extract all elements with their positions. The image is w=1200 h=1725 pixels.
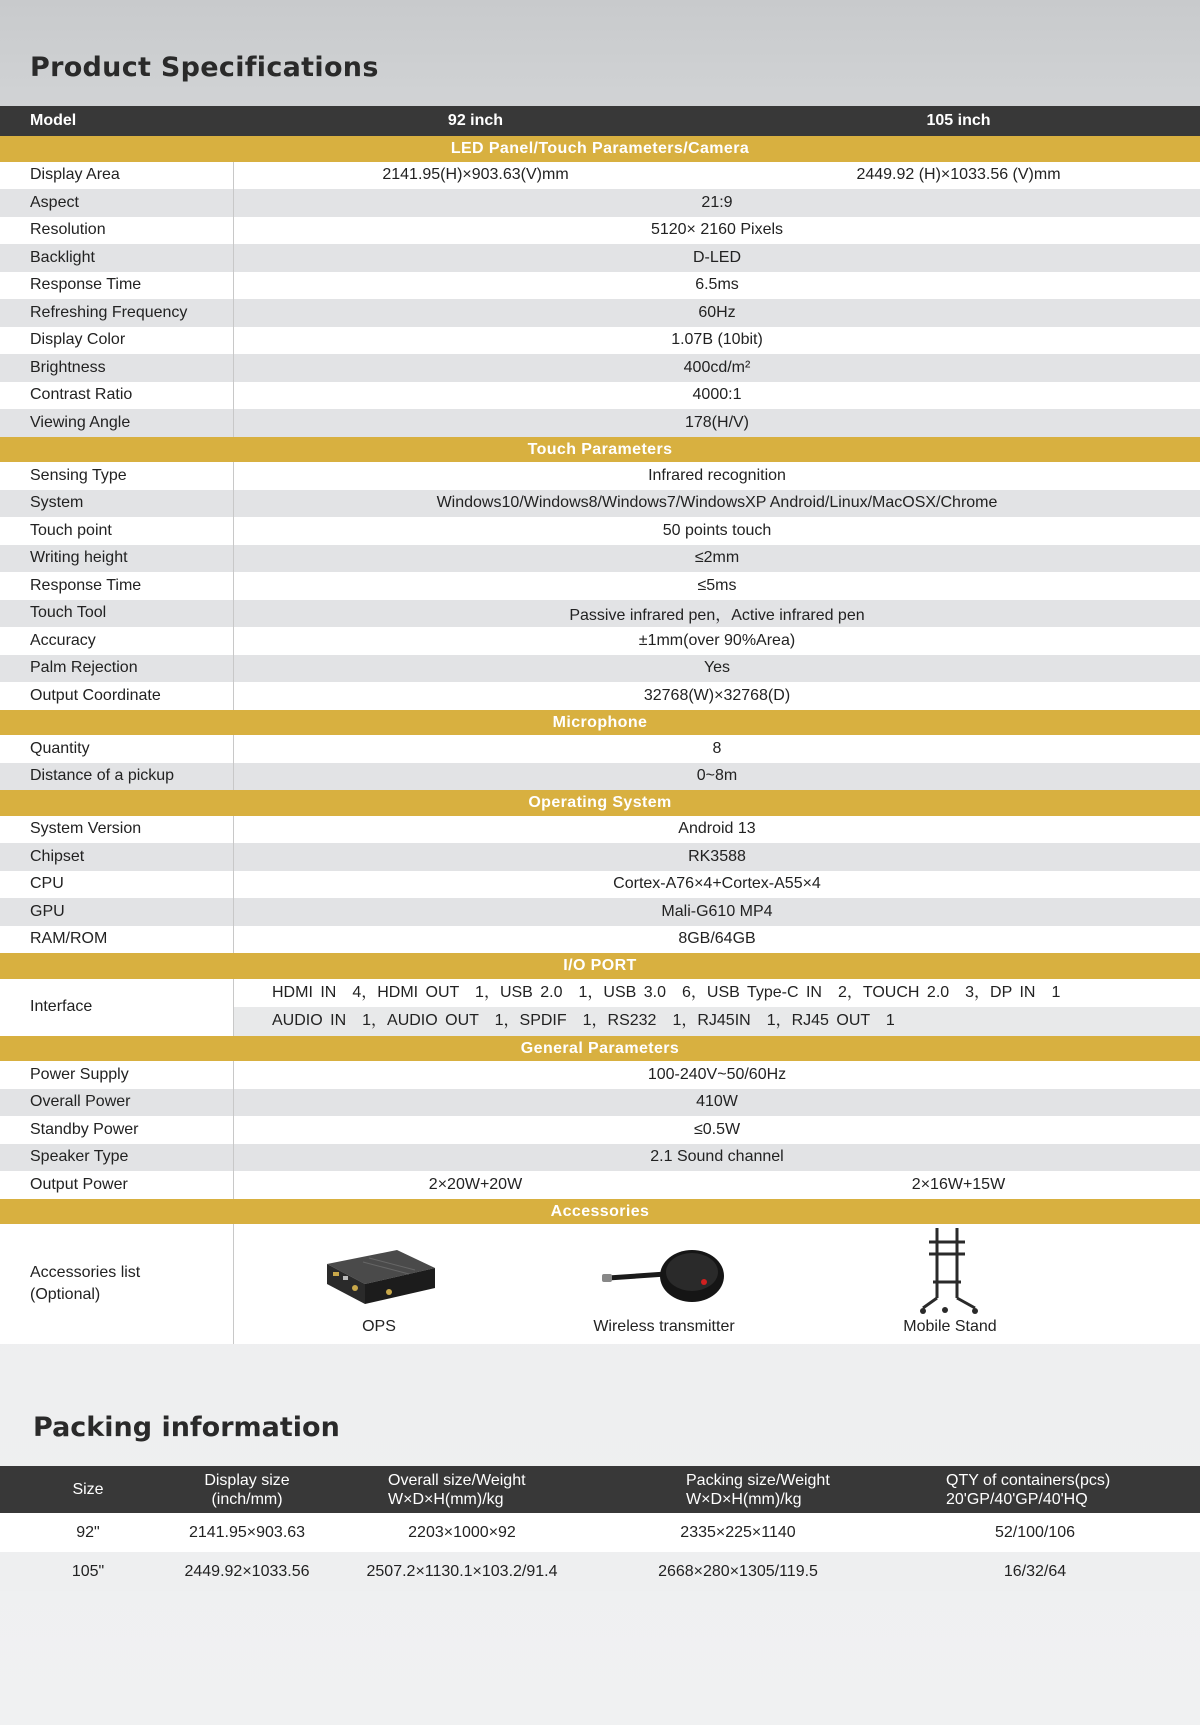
row-label: Display Area [0, 162, 234, 190]
size-header [0, 1466, 176, 1513]
table-row [0, 1089, 1200, 1117]
table-row [0, 600, 1200, 628]
table-row [0, 682, 1200, 710]
interface-values [234, 979, 1200, 1036]
table-row [0, 1144, 1200, 1172]
row-value: 100-240V~50/60Hz [647, 1065, 787, 1083]
accessory-name: Wireless transmitter [593, 1318, 735, 1335]
row-label: Viewing Angle [0, 409, 234, 437]
cell-display-size: 2141.95×903.63 [188, 1523, 306, 1541]
row-label: Response Time [0, 572, 234, 600]
row-value: 400cd/m² [683, 358, 751, 376]
section-microphone-header: Microphone [0, 710, 1200, 736]
accessories-row [0, 1224, 1200, 1344]
display-size-header-line1: Display size [204, 1471, 290, 1489]
row-label: Standby Power [0, 1116, 234, 1144]
section-general-header: General Parameters [0, 1036, 1200, 1062]
row-label: Accuracy [0, 627, 234, 655]
row-value: Passive infrared pen，Active infrared pen [569, 606, 865, 624]
row-value: ≤0.5W [693, 1120, 741, 1138]
row-label: Brightness [0, 354, 234, 382]
accessories-items [234, 1224, 1200, 1344]
row-label: Contrast Ratio [0, 382, 234, 410]
row-value: Windows10/Windows8/Windows7/WindowsXP Android/Linux/MacOSX/Chrome [436, 494, 998, 512]
row-value: Infrared recognition [648, 466, 786, 484]
table-row [0, 627, 1200, 655]
row-value-105: 2×16W+15W [911, 1175, 1006, 1193]
row-value-92: 2141.95(H)×903.63(V)mm [382, 166, 569, 184]
row-value: 32768(W)×32768(D) [643, 686, 791, 704]
row-value-92: 2×20W+20W [428, 1175, 523, 1193]
qty-header [870, 1466, 1200, 1513]
table-row [0, 871, 1200, 899]
row-value: 50 points touch [662, 521, 772, 539]
table-row [0, 162, 1200, 190]
overall-size-header-line1: Overall size/Weight [388, 1471, 526, 1489]
table-row [0, 1116, 1200, 1144]
row-label: System [0, 490, 234, 518]
cell-packing-size: 2335×225×1140 [680, 1523, 796, 1541]
table-row [0, 517, 1200, 545]
col-92-header: 92 inch [447, 112, 504, 129]
qty-header-line2: 20'GP/40'GP/40'HQ [946, 1490, 1088, 1508]
table-row [0, 382, 1200, 410]
row-value: 8 [712, 739, 722, 757]
accessories-optional-label: (Optional) [30, 1286, 101, 1303]
accessory-ops [314, 1224, 444, 1344]
row-value: ≤2mm [694, 549, 740, 567]
col-105-header: 105 inch [926, 112, 991, 129]
table-row [0, 462, 1200, 490]
row-value: Mali-G610 MP4 [661, 902, 773, 920]
cell-qty: 52/100/106 [994, 1523, 1076, 1541]
row-value: 1.07B (10bit) [671, 331, 763, 349]
row-value: D-LED [692, 248, 741, 266]
overall-size-header-line2: W×D×H(mm)/kg [388, 1490, 504, 1508]
row-label: Speaker Type [0, 1144, 234, 1172]
row-value: Android 13 [678, 820, 756, 838]
row-label: Chipset [0, 843, 234, 871]
packing-table [0, 1466, 1200, 1591]
row-label: Overall Power [0, 1089, 234, 1117]
packing-size-header-line1: Packing size/Weight [686, 1471, 830, 1489]
qty-header-line1: QTY of containers(pcs) [946, 1471, 1111, 1489]
interface-row [0, 979, 1200, 1036]
row-label: Writing height [0, 545, 234, 573]
table-row [0, 572, 1200, 600]
table-row [0, 1061, 1200, 1089]
table-row [0, 244, 1200, 272]
table-row [0, 272, 1200, 300]
table-row [0, 816, 1200, 844]
row-label: GPU [0, 898, 234, 926]
packing-size-header-line2: W×D×H(mm)/kg [686, 1490, 802, 1508]
table-row [0, 490, 1200, 518]
accessory-wireless-transmitter [584, 1224, 744, 1344]
packing-row [0, 1552, 1200, 1591]
row-label: Response Time [0, 272, 234, 300]
row-value: 410W [696, 1093, 738, 1111]
row-label: Display Color [0, 327, 234, 355]
accessory-name: Mobile Stand [903, 1318, 997, 1335]
packing-row [0, 1513, 1200, 1552]
row-label: Touch point [0, 517, 234, 545]
table-row [0, 299, 1200, 327]
cell-size: 105" [71, 1562, 105, 1580]
row-value: 60Hz [698, 303, 736, 321]
wireless-transmitter-icon [594, 1238, 734, 1308]
row-value: 6.5ms [695, 276, 739, 294]
table-row [0, 655, 1200, 683]
interface-line-1: HDMI IN 4，HDMI OUT 1，USB 2.0 1，USB 3.0 6，USB Type-C IN 2，TOUCH 2.0 3，DP IN 1 [272, 983, 1061, 1001]
row-label: Resolution [0, 217, 234, 245]
cell-qty: 16/32/64 [1003, 1562, 1067, 1580]
row-label: System Version [0, 816, 234, 844]
mobile-stand-icon [915, 1224, 985, 1316]
row-value: Cortex-A76×4+Cortex-A55×4 [613, 875, 821, 893]
row-value: 4000:1 [692, 386, 742, 404]
table-row [0, 189, 1200, 217]
table-row [0, 843, 1200, 871]
table-row [0, 327, 1200, 355]
row-value: Yes [703, 659, 731, 677]
cell-size: 92" [76, 1523, 100, 1541]
row-label: Output Coordinate [0, 682, 234, 710]
table-row [0, 763, 1200, 791]
row-value-105: 2449.92 (H)×1033.56 (V)mm [856, 166, 1061, 184]
row-value: RK3588 [688, 847, 746, 865]
accessories-list-label: Accessories list [30, 1264, 141, 1281]
row-label: Touch Tool [0, 600, 234, 628]
packing-size-header [606, 1466, 870, 1513]
packing-title: Packing information [33, 1412, 340, 1443]
row-label: Power Supply [0, 1061, 234, 1089]
section-touch-header: Touch Parameters [0, 437, 1200, 463]
cell-overall-size: 2507.2×1130.1×103.2/91.4 [366, 1562, 558, 1580]
accessories-label [0, 1224, 234, 1344]
row-label: Quantity [0, 735, 234, 763]
cell-display-size: 2449.92×1033.56 [184, 1562, 310, 1580]
table-row [0, 735, 1200, 763]
display-size-header-line2: (inch/mm) [211, 1490, 283, 1508]
section-os-header: Operating System [0, 790, 1200, 816]
section-accessories-header: Accessories [0, 1199, 1200, 1225]
table-row [0, 1171, 1200, 1199]
cell-overall-size: 2203×1000×92 [408, 1523, 516, 1541]
row-label: Sensing Type [0, 462, 234, 490]
table-row [0, 354, 1200, 382]
row-value: 5120× 2160 Pixels [650, 221, 784, 239]
table-row [0, 898, 1200, 926]
display-size-header [176, 1466, 318, 1513]
row-label: Refreshing Frequency [0, 299, 234, 327]
interface-line-2: AUDIO IN 1，AUDIO OUT 1，SPDIF 1，RS232 1，RJ45IN 1，RJ45 OUT 1 [234, 1007, 1200, 1036]
row-label: CPU [0, 871, 234, 899]
row-value: 8GB/64GB [678, 930, 756, 948]
packing-header [0, 1466, 1200, 1513]
table-header [0, 106, 1200, 136]
row-label: Palm Rejection [0, 655, 234, 683]
table-row [0, 217, 1200, 245]
overall-size-header [318, 1466, 606, 1513]
row-value: ±1mm(over 90%Area) [638, 631, 796, 649]
row-value: 21:9 [701, 193, 733, 211]
row-label: Output Power [0, 1171, 234, 1199]
row-value: 2.1 Sound channel [650, 1148, 784, 1166]
section-io-header: I/O PORT [0, 953, 1200, 979]
row-label: Interface [0, 979, 234, 1036]
row-label: Aspect [0, 189, 234, 217]
model-header: Model [30, 112, 77, 129]
ops-module-icon [319, 1242, 439, 1312]
row-value: 0~8m [696, 767, 738, 785]
page-title: Product Specifications [30, 52, 379, 83]
row-label: Distance of a pickup [0, 763, 234, 791]
spec-table [0, 106, 1200, 1344]
table-row [0, 409, 1200, 437]
section-led-header: LED Panel/Touch Parameters/Camera [0, 136, 1200, 162]
table-row [0, 926, 1200, 954]
row-value: ≤5ms [697, 576, 737, 594]
row-value: 178(H/V) [684, 413, 750, 431]
cell-packing-size: 2668×280×1305/119.5 [658, 1562, 818, 1580]
accessory-name: OPS [362, 1318, 396, 1335]
row-label: RAM/ROM [0, 926, 234, 954]
accessory-mobile-stand [870, 1224, 1030, 1344]
table-row [0, 545, 1200, 573]
size-header-label: Size [72, 1481, 104, 1498]
row-label: Backlight [0, 244, 234, 272]
